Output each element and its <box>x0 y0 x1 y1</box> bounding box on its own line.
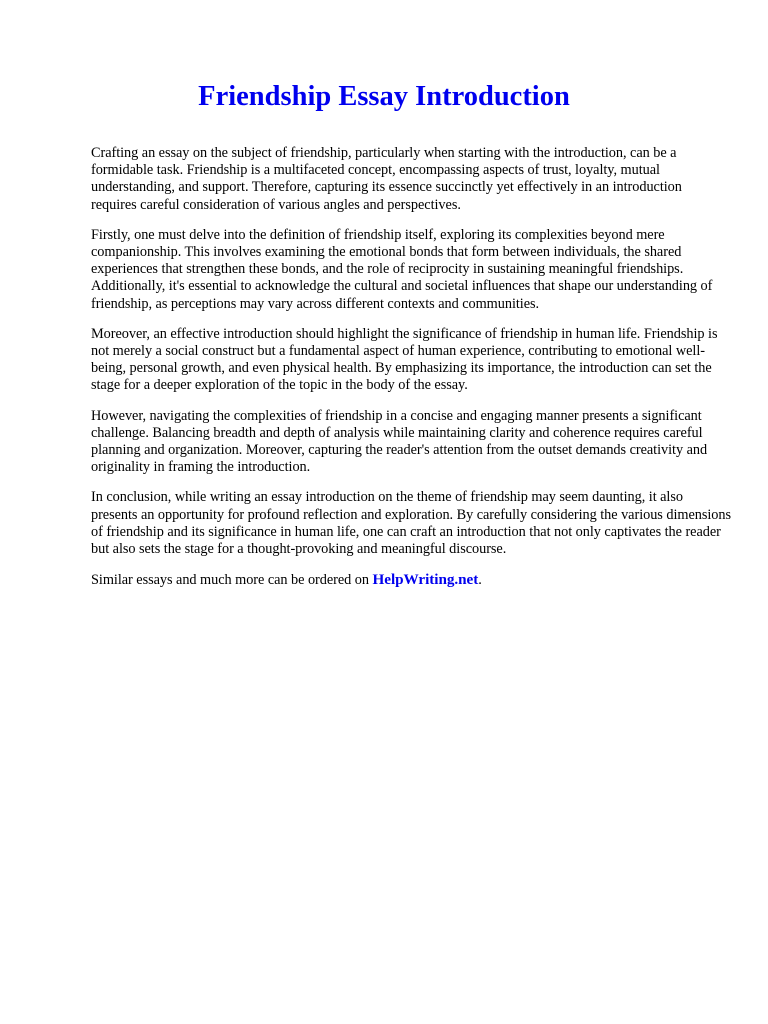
paragraph-3: Moreover, an effective introduction should highlight the significance of friendship in human life. Friendship is not merely a social construct but a fundamental aspect of human experience, contributing to emotional well-being, personal growth, and even physical health. By emphasizing its importance, the introduction can set the stage for a deeper exploration of the topic in the body of the essay. <box>91 325 718 394</box>
paragraph-2: Firstly, one must delve into the definition of friendship itself, exploring its complexities beyond mere companionship. This involves examining the emotional bonds that form between individuals, the shared experiences that strengthen these bonds, and the role of reciprocity in sustaining meaningful friendships. Additionally, it's essential to acknowledge the cultural and societal influences that shape our understanding of friendship, as perceptions may vary across different contexts and communities. <box>91 226 713 312</box>
essay-body <box>91 145 731 602</box>
footer-line <box>91 571 731 589</box>
page-title: Friendship Essay Introduction <box>198 81 570 112</box>
footer-suffix: . <box>478 572 482 589</box>
paragraph-4: However, navigating the complexities of friendship in a concise and engaging manner presents a significant challenge. Balancing breadth and depth of analysis while maintaining clarity and coherence requires careful planning and organization. Moreover, capturing the reader's attention from the outset demands creativity and originality in framing the introduction. <box>91 407 708 476</box>
paragraph-5: In conclusion, while writing an essay introduction on the theme of friendship may seem daunting, it also presents an opportunity for profound reflection and exploration. By carefully considering the various dimensions of friendship and its significance in human life, one can craft an introduction that not only captivates the reader but also sets the stage for a thought-provoking and meaningful discourse. <box>91 489 731 558</box>
helpwriting-link[interactable]: HelpWriting.net <box>372 571 479 589</box>
paragraph-1: Crafting an essay on the subject of friendship, particularly when starting with the introduction, can be a formidable task. Friendship is a multifaceted concept, encompassing aspects of trust, loyalty, mutual understanding, and support. Therefore, capturing its essence succinctly yet effectively in an introduction requires careful consideration of various angles and perspectives. <box>91 145 682 213</box>
footer-text: Similar essays and much more can be ordered on <box>91 572 369 589</box>
